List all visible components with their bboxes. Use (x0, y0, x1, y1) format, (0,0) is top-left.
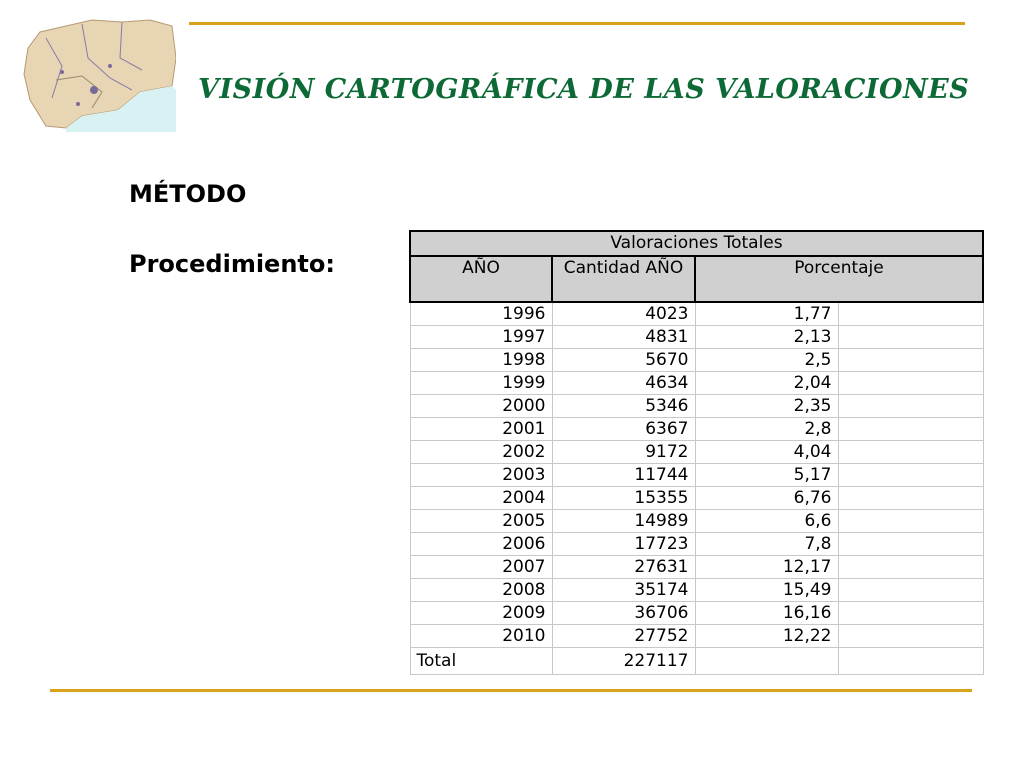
cell-percent: 4,04 (695, 441, 838, 464)
table-row (410, 418, 983, 441)
cell-year: 1996 (410, 302, 552, 326)
cell-percent: 5,17 (695, 464, 838, 487)
cell-year: 2010 (410, 625, 552, 648)
table-row (410, 602, 983, 625)
table-body (410, 302, 983, 675)
cell-percent: 2,8 (695, 418, 838, 441)
cell-percent: 7,8 (695, 533, 838, 556)
cell-percent: 1,77 (695, 302, 838, 326)
table-total-row (410, 648, 983, 675)
cell-year: 1999 (410, 372, 552, 395)
cell-count: 14989 (552, 510, 695, 533)
cell-empty (838, 556, 983, 579)
table-row (410, 441, 983, 464)
table-header-row (410, 256, 983, 302)
cell-percent: 6,76 (695, 487, 838, 510)
cell-empty (838, 533, 983, 556)
cell-percent: 15,49 (695, 579, 838, 602)
cell-empty (838, 464, 983, 487)
table-row (410, 579, 983, 602)
map-thumbnail-icon (22, 18, 176, 132)
table-row (410, 625, 983, 648)
cell-empty (838, 648, 983, 675)
cell-empty (838, 302, 983, 326)
table-row (410, 487, 983, 510)
cell-empty (838, 625, 983, 648)
cell-empty (695, 648, 838, 675)
cell-year: 2002 (410, 441, 552, 464)
cell-empty (838, 395, 983, 418)
cell-empty (838, 418, 983, 441)
cell-empty (838, 372, 983, 395)
cell-year: 2006 (410, 533, 552, 556)
cell-count: 17723 (552, 533, 695, 556)
cell-count: 6367 (552, 418, 695, 441)
table-caption-row (410, 231, 983, 256)
cell-year: 2008 (410, 579, 552, 602)
cell-empty (838, 510, 983, 533)
valuations-table (409, 230, 984, 675)
cell-count: 36706 (552, 602, 695, 625)
cell-percent: 2,35 (695, 395, 838, 418)
cell-count: 9172 (552, 441, 695, 464)
cell-year: 1997 (410, 326, 552, 349)
cell-count: 4634 (552, 372, 695, 395)
cell-count: 4023 (552, 302, 695, 326)
column-header-percent: Porcentaje (695, 256, 983, 302)
cell-year: 2003 (410, 464, 552, 487)
cell-empty (838, 487, 983, 510)
top-divider (189, 22, 965, 25)
cell-count: 5670 (552, 349, 695, 372)
table-row (410, 349, 983, 372)
cell-empty (838, 349, 983, 372)
table-row (410, 464, 983, 487)
cell-year: 2001 (410, 418, 552, 441)
cell-percent: 2,04 (695, 372, 838, 395)
table-row (410, 395, 983, 418)
table-row (410, 302, 983, 326)
cell-empty (838, 602, 983, 625)
cell-count: 27752 (552, 625, 695, 648)
procedure-heading: Procedimiento: (129, 250, 335, 278)
column-header-count: Cantidad AÑO (552, 256, 695, 302)
table-row (410, 326, 983, 349)
cell-year: 2004 (410, 487, 552, 510)
cell-percent: 6,6 (695, 510, 838, 533)
cell-count: 15355 (552, 487, 695, 510)
table-caption: Valoraciones Totales (410, 231, 983, 256)
total-label: Total (410, 648, 552, 675)
cell-percent: 2,13 (695, 326, 838, 349)
cell-count: 27631 (552, 556, 695, 579)
cell-year: 2005 (410, 510, 552, 533)
cell-year: 1998 (410, 349, 552, 372)
cell-percent: 12,17 (695, 556, 838, 579)
cell-percent: 16,16 (695, 602, 838, 625)
cell-count: 5346 (552, 395, 695, 418)
bottom-divider (50, 689, 972, 692)
cell-empty (838, 579, 983, 602)
cell-count: 35174 (552, 579, 695, 602)
cell-percent: 2,5 (695, 349, 838, 372)
cell-count: 11744 (552, 464, 695, 487)
column-header-year: AÑO (410, 256, 552, 302)
cell-year: 2000 (410, 395, 552, 418)
cell-year: 2007 (410, 556, 552, 579)
table-row (410, 510, 983, 533)
table-row (410, 533, 983, 556)
cell-count: 4831 (552, 326, 695, 349)
table-row (410, 556, 983, 579)
cell-empty (838, 441, 983, 464)
page-title: VISIÓN CARTOGRÁFICA DE LAS VALORACIONES (198, 74, 970, 105)
total-count: 227117 (552, 648, 695, 675)
table-row (410, 372, 983, 395)
cell-year: 2009 (410, 602, 552, 625)
cell-empty (838, 326, 983, 349)
cell-percent: 12,22 (695, 625, 838, 648)
section-heading: MÉTODO (129, 180, 247, 208)
